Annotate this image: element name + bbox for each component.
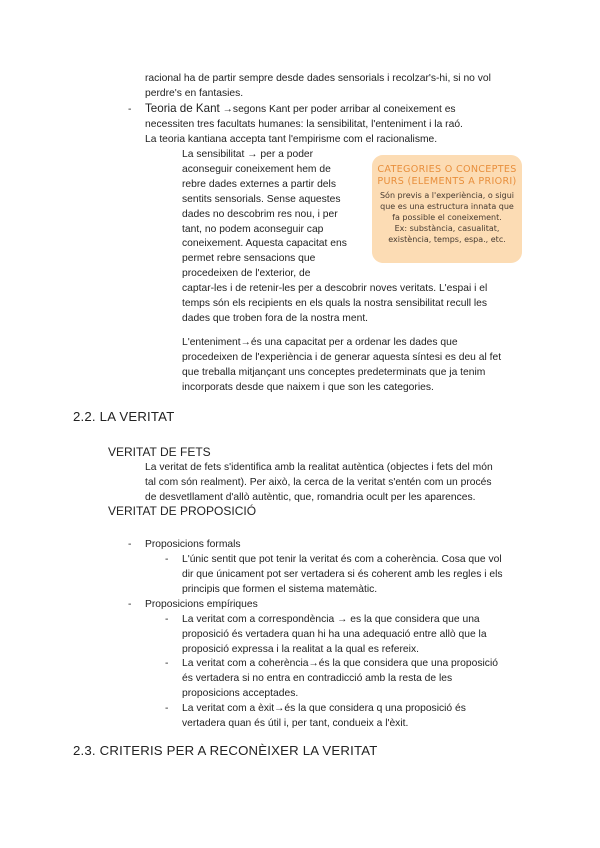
list-item-line: principis que formen el sistema matemàtic. xyxy=(182,584,378,595)
note-body-line: Són previs a l'experiència, o sigui xyxy=(379,191,515,200)
list-item-line: dir que únicament pot ser vertadera si és coherent amb les regles i els xyxy=(182,569,503,580)
kant-title: Teoria de Kant xyxy=(145,102,220,115)
list-item-line: proposicions acceptades. xyxy=(182,688,299,699)
paragraph-line: racional ha de partir sempre desde dades sensorials i recolzar's-hi, si no vol xyxy=(145,73,491,84)
note-title-line: CATEGORIES O CONCEPTES xyxy=(377,164,517,175)
list-item-line: L'únic sentit que pot tenir la veritat és com a coherència. Cosa que vol xyxy=(182,554,502,565)
list-item-line: La veritat com a coherència→és la que considera que una proposició xyxy=(182,658,498,669)
paragraph-line: perdre's en fantasies. xyxy=(145,88,244,99)
list-item-line: La veritat com a èxit→és la que considera q una proposició és xyxy=(182,703,466,714)
paragraph-line: sentits sensorials. Sense aquestes xyxy=(182,194,341,205)
subheading: VERITAT DE PROPOSICIÓ xyxy=(108,504,257,518)
categories-note xyxy=(372,155,522,263)
list-heading: Proposicions empíriques xyxy=(145,599,258,610)
list-item-line: La veritat com a correspondència → es la que considera que una xyxy=(182,614,480,625)
list-item-line: proposició expressa i la realitat a la qual es refereix. xyxy=(182,644,419,655)
note-title-line: PURS (ELEMENTS A PRIORI) xyxy=(377,176,517,187)
paragraph-line: dades que troben fora de la nostra ment. xyxy=(182,313,369,324)
paragraph-line: dades no descobrim res nou, i per xyxy=(182,209,338,220)
subheading: VERITAT DE FETS xyxy=(108,445,211,459)
paragraph-line: procedeixen de l'experiència i de generar aquesta síntesi es deu al fet xyxy=(182,352,502,363)
paragraph-line: de desvetllament d'allò autèntic, que, romandria ocult per les aparences. xyxy=(145,492,476,503)
note-body-line: fa possible el coneixement. xyxy=(392,213,502,222)
paragraph-line: incorporats desde que naixem i que son les categories. xyxy=(182,382,434,393)
bullet-dash: - xyxy=(165,703,169,714)
note-title xyxy=(372,164,522,188)
paragraph-line: temps són els recipients en els quals la nostra sensibilitat recull les xyxy=(182,298,488,309)
paragraph-line: L'enteniment→és una capacitat per a ordenar les dades que xyxy=(182,337,458,348)
note-body-line: que es una estructura innata que xyxy=(380,202,514,211)
paragraph-line: tant, no podem aconseguir cap xyxy=(182,224,324,235)
paragraph-line: captar-les i de retenir-les per a descobrir noves veritats. L'espai i el xyxy=(182,283,488,294)
paragraph-line: rebre dades externes a partir dels xyxy=(182,179,336,190)
note-body-line: Ex: substància, casualitat, xyxy=(394,224,500,233)
bullet-dash: - xyxy=(165,614,169,625)
paragraph-line: necessiten tres facultats humanes: la sensibilitat, l'enteniment i la raó. xyxy=(145,119,463,130)
list-heading: Proposicions formals xyxy=(145,539,241,550)
list-item-line: proposició és vertadera quan hi ha una adequació entre allò que la xyxy=(182,629,487,640)
bullet-dash: - xyxy=(128,104,132,115)
paragraph-line: permet rebre sensacions que xyxy=(182,253,316,264)
kant-heading-line xyxy=(145,101,456,117)
bullet-dash: - xyxy=(165,658,169,669)
paragraph-line: coneixement. Aquesta capacitat ens xyxy=(182,238,347,249)
paragraph-line: que treballa mitjançant uns conceptes predeterminats que ja tenim xyxy=(182,367,486,378)
paragraph-line: aconseguir coneixement hem de xyxy=(182,164,331,175)
paragraph-line: La veritat de fets s'identifica amb la realitat autèntica (objectes i fets del món xyxy=(145,462,493,473)
list-item-line: vertadera quan és útil i, per tant, condueix a l'èxit. xyxy=(182,718,409,729)
note-body xyxy=(372,190,522,245)
paragraph-line: procedeixen de l'exterior, de xyxy=(182,268,311,279)
kant-line-rest: →segons Kant per poder arribar al coneixement es xyxy=(219,104,456,115)
bullet-dash: - xyxy=(165,554,169,565)
list-item-line: és vertadera si no entra en contradicció amb la resta de les xyxy=(182,673,453,684)
bullet-dash: - xyxy=(128,599,132,610)
note-body-line: existència, temps, espa., etc. xyxy=(388,235,506,244)
bullet-dash: - xyxy=(128,539,132,550)
section-heading: 2.3. CRITERIS PER A RECONÈIXER LA VERITAT xyxy=(73,743,378,758)
paragraph-line: La teoria kantiana accepta tant l'empirisme com el racionalisme. xyxy=(145,134,438,145)
paragraph-line: tal com són realment). Per això, la cerca de la veritat s'entén com un procés xyxy=(145,477,492,488)
section-heading: 2.2. LA VERITAT xyxy=(73,409,175,424)
paragraph-line: La sensibilitat → per a poder xyxy=(182,149,314,160)
